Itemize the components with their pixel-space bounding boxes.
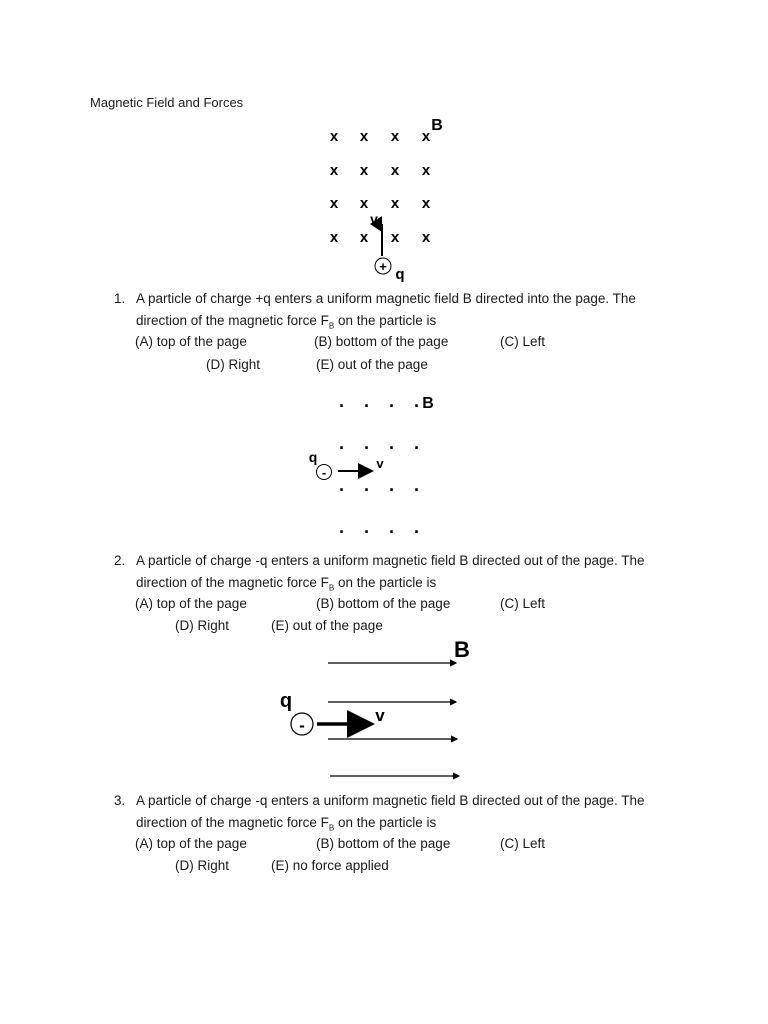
option-b[interactable]: (B) bottom of the page: [314, 334, 449, 349]
field-mark: x: [390, 162, 400, 179]
field-label-b: B: [431, 117, 443, 134]
page-title: Magnetic Field and Forces: [90, 95, 244, 110]
option-e[interactable]: (E) out of the page: [316, 357, 428, 372]
question-number: 2.: [114, 553, 126, 568]
option-a[interactable]: (A) top of the page: [135, 596, 247, 611]
field-mark: ·: [414, 396, 420, 416]
question-text-line1: A particle of charge -q enters a uniform magnetic field B directed out of the page. The: [136, 553, 645, 568]
charge-sign: -: [299, 716, 305, 735]
field-label-b: B: [422, 395, 434, 412]
field-mark: x: [390, 195, 400, 212]
field-mark: x: [329, 162, 339, 179]
field-mark: x: [329, 195, 339, 212]
option-c[interactable]: (C) Left: [500, 836, 546, 851]
field-mark: x: [329, 128, 339, 145]
field-mark: ·: [364, 438, 370, 458]
velocity-label: v: [370, 211, 378, 227]
field-mark: x: [359, 162, 369, 179]
option-c[interactable]: (C) Left: [500, 334, 546, 349]
field-mark: ·: [414, 522, 420, 542]
question-text-line1: A particle of charge +q enters a uniform magnetic field B directed into the page. The: [136, 291, 636, 306]
option-a[interactable]: (A) top of the page: [135, 836, 247, 851]
velocity-label: v: [376, 456, 384, 471]
question-text-line1: A particle of charge -q enters a uniform magnetic field B directed out of the page. The: [136, 793, 645, 808]
field-mark: ·: [389, 438, 395, 458]
velocity-label: v: [375, 706, 385, 725]
field-mark: ·: [339, 438, 345, 458]
field-mark: x: [421, 128, 431, 145]
field-mark: ·: [389, 522, 395, 542]
option-e[interactable]: (E) out of the page: [271, 618, 383, 633]
charge-sign: +: [379, 259, 387, 274]
option-b[interactable]: (B) bottom of the page: [316, 596, 451, 611]
field-mark: x: [421, 162, 431, 179]
field-mark: x: [329, 229, 339, 246]
field-mark: x: [390, 128, 400, 145]
option-d[interactable]: (D) Right: [175, 618, 230, 633]
field-mark: ·: [414, 480, 420, 500]
option-d[interactable]: (D) Right: [175, 858, 230, 873]
option-c[interactable]: (C) Left: [500, 596, 546, 611]
option-d[interactable]: (D) Right: [206, 357, 261, 372]
field-mark: x: [421, 229, 431, 246]
field-mark: ·: [389, 396, 395, 416]
field-mark: ·: [364, 522, 370, 542]
field-mark: x: [359, 128, 369, 145]
question-text-line2: direction of the magnetic force $F_B$ on the particle is: [136, 574, 437, 593]
charge-label: q: [308, 449, 318, 465]
option-e[interactable]: (E) no force applied: [271, 858, 389, 873]
field-mark: ·: [414, 438, 420, 458]
field-mark: ·: [389, 480, 395, 500]
question-number: 3.: [114, 793, 126, 808]
field-mark: ·: [339, 522, 345, 542]
charge-label: q: [279, 690, 293, 712]
field-mark: ·: [364, 480, 370, 500]
question-3: [114, 790, 645, 839]
charge-sign: -: [321, 465, 327, 480]
question-number: 1.: [114, 291, 126, 306]
option-a[interactable]: (A) top of the page: [135, 334, 247, 349]
charge-label: q: [395, 266, 405, 283]
question-text-line2: direction of the magnetic force $F_B$ on the particle is: [136, 312, 437, 331]
field-label-b: B: [454, 637, 470, 662]
field-mark: ·: [339, 396, 345, 416]
field-mark: x: [421, 195, 431, 212]
option-b[interactable]: (B) bottom of the page: [316, 836, 451, 851]
field-mark: x: [390, 229, 400, 246]
field-mark: x: [359, 229, 369, 246]
field-mark: x: [359, 195, 369, 212]
field-mark: ·: [364, 396, 370, 416]
question-text-line2: direction of the magnetic force $F_B$ on the particle is: [136, 814, 437, 833]
field-mark: ·: [339, 480, 345, 500]
